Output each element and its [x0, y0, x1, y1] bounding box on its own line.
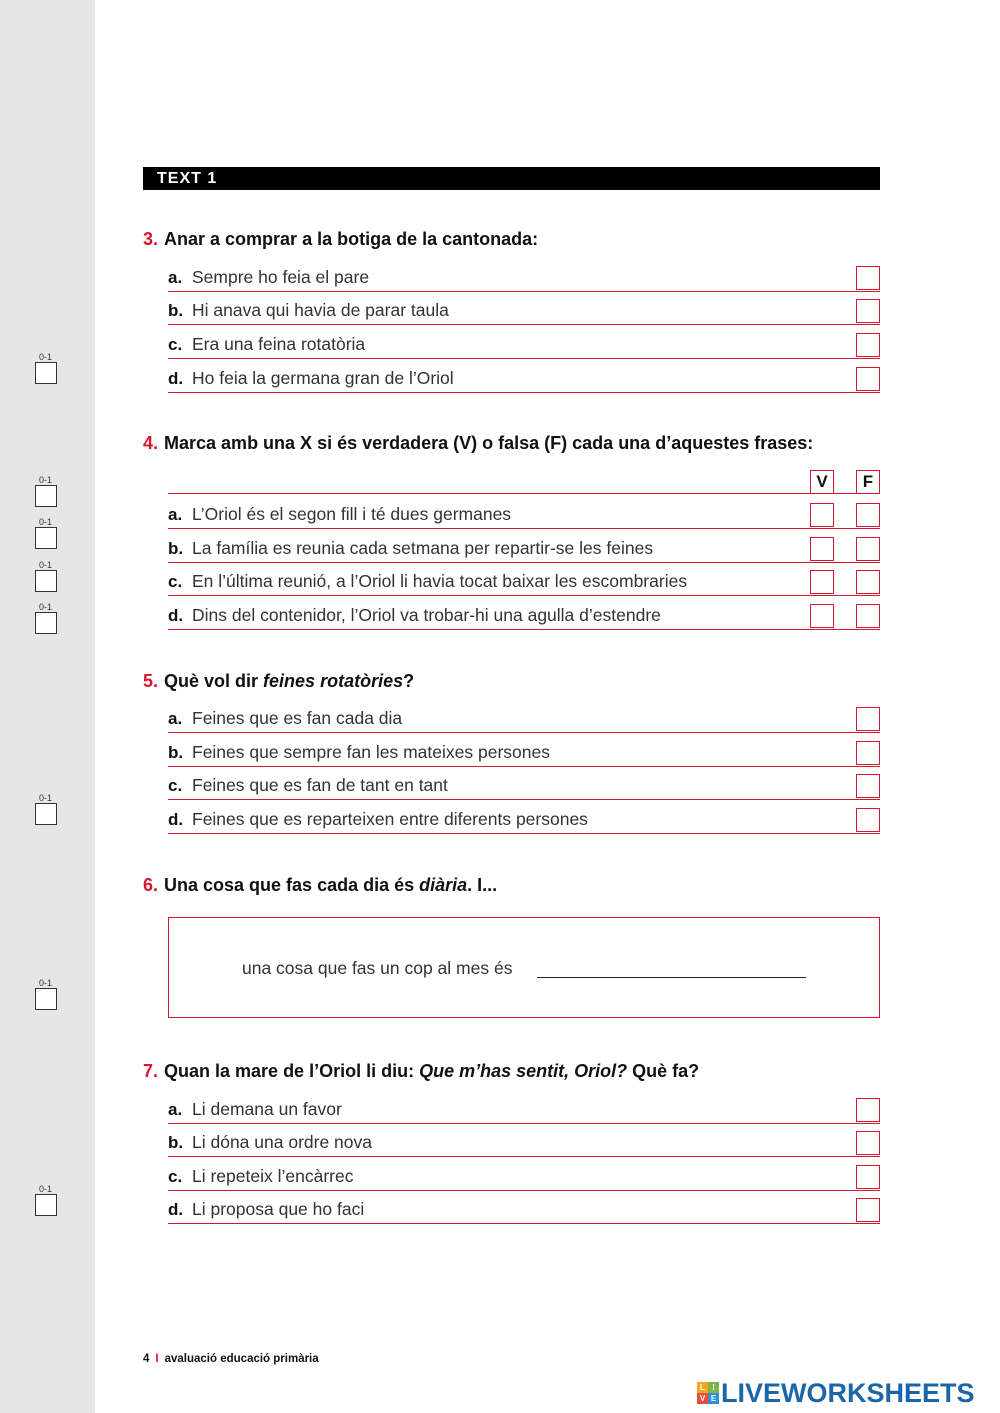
- logo-icon-letter: L: [697, 1382, 708, 1393]
- liveworksheets-logo-icon: [697, 1382, 719, 1404]
- answer-prompt: una cosa que fas un cop al mes és: [242, 958, 513, 978]
- option-7a: [168, 1099, 880, 1124]
- question-text-end: Què fa?: [627, 1061, 700, 1081]
- option-text: Ho feia la germana gran de l’Oriol: [192, 368, 454, 388]
- option-letter: a.: [168, 505, 183, 524]
- answer-checkbox[interactable]: [856, 707, 880, 731]
- option-3b: [168, 300, 880, 325]
- option-letter: b.: [168, 1133, 184, 1152]
- option-letter: c.: [168, 776, 183, 795]
- answer-checkbox[interactable]: [856, 333, 880, 357]
- option-letter: c.: [168, 572, 183, 591]
- score-box[interactable]: [35, 527, 57, 549]
- question-text: Quan la mare de l’Oriol li diu:: [164, 1061, 420, 1081]
- answer-checkbox[interactable]: [856, 1098, 880, 1122]
- option-letter: a.: [168, 1100, 183, 1119]
- option-7b: [168, 1132, 880, 1157]
- option-3c: [168, 334, 880, 359]
- question-4: [143, 433, 813, 454]
- answer-checkbox[interactable]: [856, 367, 880, 391]
- true-checkbox[interactable]: [810, 570, 834, 594]
- option-text: Li dóna una ordre nova: [192, 1132, 372, 1152]
- option-text: En l’última reunió, a l’Oriol li havia tocat baixar les escombraries: [192, 571, 688, 591]
- answer-checkbox[interactable]: [856, 1165, 880, 1189]
- score-label: 0-1: [39, 602, 53, 612]
- option-4c: [168, 571, 880, 596]
- banner-title: TEXT 1: [157, 170, 218, 187]
- question-6: [143, 875, 497, 896]
- question-3: [143, 229, 538, 250]
- score-box[interactable]: [35, 570, 57, 592]
- option-text: Era una feina rotatòria: [192, 334, 366, 354]
- score-label: 0-1: [39, 1184, 53, 1194]
- liveworksheets-logo: [697, 1378, 975, 1408]
- question-5: [143, 671, 414, 692]
- question-7: [143, 1061, 699, 1082]
- option-letter: b.: [168, 301, 184, 320]
- option-text: Li demana un favor: [192, 1099, 342, 1119]
- answer-checkbox[interactable]: [856, 741, 880, 765]
- score-label: 0-1: [39, 560, 53, 570]
- option-text: Feines que es reparteixen entre diferents persones: [192, 809, 588, 829]
- question-number: 6.: [143, 875, 159, 895]
- option-3d: [168, 368, 880, 393]
- score-box[interactable]: [35, 612, 57, 634]
- question-number: 3.: [143, 229, 159, 249]
- question-text-end: . I...: [467, 875, 498, 895]
- option-5d: [168, 809, 880, 834]
- question-text-end: ?: [403, 671, 415, 691]
- footer-separator: I: [155, 1353, 159, 1365]
- score-label: 0-1: [39, 793, 53, 803]
- answer-checkbox[interactable]: [856, 299, 880, 323]
- option-letter: c.: [168, 335, 183, 354]
- option-letter: d.: [168, 810, 184, 829]
- score-box[interactable]: [35, 485, 57, 507]
- option-letter: d.: [168, 1200, 184, 1219]
- score-box[interactable]: [35, 803, 57, 825]
- answer-input-line[interactable]: [537, 977, 806, 978]
- vf-header-line: [168, 493, 880, 494]
- option-5c: [168, 775, 880, 800]
- option-7c: [168, 1166, 880, 1191]
- option-letter: d.: [168, 606, 184, 625]
- option-text: Sempre ho feia el pare: [192, 267, 370, 287]
- question-italic-text: diària: [419, 875, 468, 895]
- option-5b: [168, 742, 880, 767]
- option-4d: [168, 605, 880, 630]
- option-text: La família es reunia cada setmana per repartir-se les feines: [192, 538, 654, 558]
- question-number: 4.: [143, 433, 159, 453]
- page-number: 4: [143, 1353, 150, 1365]
- false-column-header: F: [856, 470, 880, 494]
- option-letter: a.: [168, 709, 183, 728]
- option-letter: c.: [168, 1167, 183, 1186]
- score-label: 0-1: [39, 352, 53, 362]
- true-column-header: V: [810, 470, 834, 494]
- option-7d: [168, 1199, 880, 1224]
- option-letter: b.: [168, 539, 184, 558]
- question-number: 7.: [143, 1061, 159, 1081]
- option-text: Feines que sempre fan les mateixes persones: [192, 742, 550, 762]
- score-box[interactable]: [35, 988, 57, 1010]
- option-text: Feines que es fan de tant en tant: [192, 775, 448, 795]
- question-text: Què vol dir: [164, 671, 264, 691]
- option-4b: [168, 538, 880, 563]
- option-text: Hi anava qui havia de parar taula: [192, 300, 449, 320]
- false-checkbox[interactable]: [856, 537, 880, 561]
- option-text: Li proposa que ho faci: [192, 1199, 365, 1219]
- false-checkbox[interactable]: [856, 604, 880, 628]
- answer-checkbox[interactable]: [856, 1198, 880, 1222]
- question-italic-text: Que m’has sentit, Oriol?: [419, 1061, 628, 1081]
- true-checkbox[interactable]: [810, 604, 834, 628]
- logo-text: LIVEWORKSHEETS: [721, 1377, 975, 1408]
- logo-icon-letter: E: [708, 1393, 719, 1404]
- question-text: Una cosa que fas cada dia és: [164, 875, 420, 895]
- page-footer: [143, 1353, 319, 1365]
- logo-icon-letter: V: [697, 1393, 708, 1404]
- logo-icon-letter: I: [708, 1382, 719, 1393]
- option-letter: a.: [168, 268, 183, 287]
- answer-checkbox[interactable]: [856, 1131, 880, 1155]
- question-text: Marca amb una X si és verdadera (V) o falsa (F) cada una d’aquestes frases:: [164, 433, 814, 453]
- question-italic-text: feines rotatòries: [263, 671, 404, 691]
- answer-checkbox[interactable]: [856, 808, 880, 832]
- option-4a: [168, 504, 880, 529]
- option-3a: [168, 267, 880, 292]
- score-label: 0-1: [39, 978, 53, 988]
- true-checkbox[interactable]: [810, 537, 834, 561]
- footer-title: avaluació educació primària: [164, 1353, 319, 1365]
- text-banner: [143, 167, 880, 190]
- false-checkbox[interactable]: [856, 503, 880, 527]
- option-text: Dins del contenidor, l’Oriol va trobar-hi una agulla d’estendre: [192, 605, 661, 625]
- option-letter: d.: [168, 369, 184, 388]
- option-text: Feines que es fan cada dia: [192, 708, 403, 728]
- option-5a: [168, 708, 880, 733]
- true-checkbox[interactable]: [810, 503, 834, 527]
- false-checkbox[interactable]: [856, 570, 880, 594]
- option-letter: b.: [168, 743, 184, 762]
- answer-checkbox[interactable]: [856, 266, 880, 290]
- question-text: Anar a comprar a la botiga de la cantonada:: [164, 229, 539, 249]
- score-box[interactable]: [35, 1194, 57, 1216]
- option-text: L’Oriol és el segon fill i té dues germanes: [192, 504, 512, 524]
- score-label: 0-1: [39, 475, 53, 485]
- question-number: 5.: [143, 671, 159, 691]
- answer-checkbox[interactable]: [856, 774, 880, 798]
- option-text: Li repeteix l’encàrrec: [192, 1166, 354, 1186]
- score-box[interactable]: [35, 362, 57, 384]
- score-label: 0-1: [39, 517, 53, 527]
